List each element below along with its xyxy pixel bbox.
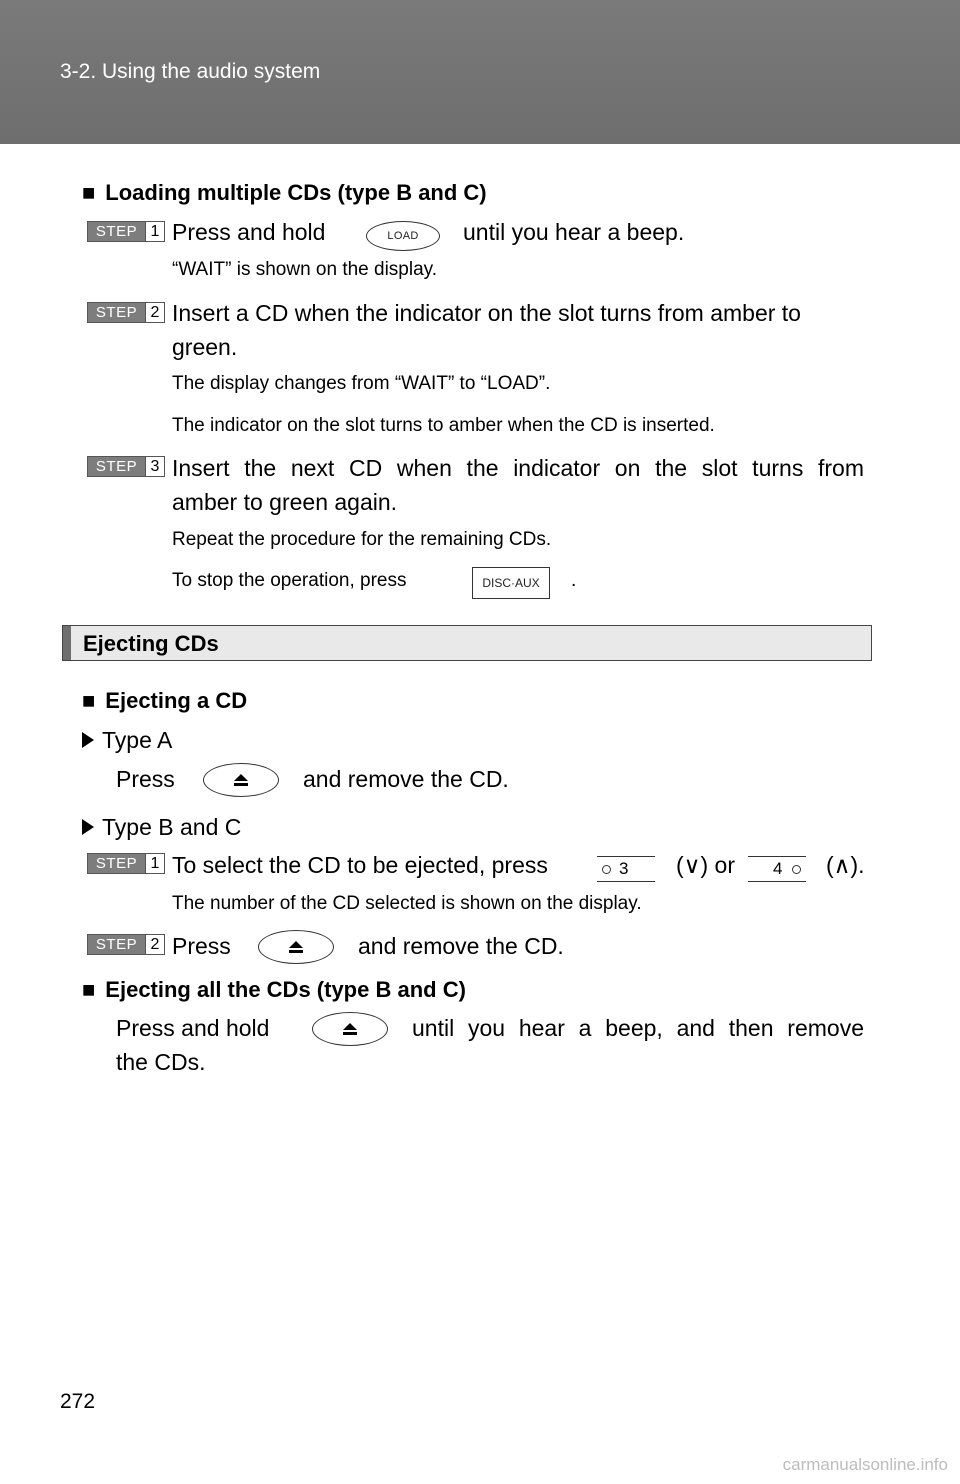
loading-step1-text-pre: Press and hold bbox=[172, 219, 326, 245]
step-badge-1: STEP 1 bbox=[87, 221, 165, 242]
load-button[interactable]: LOAD bbox=[366, 221, 440, 251]
loading-step1-text-post: until you hear a beep. bbox=[463, 219, 685, 245]
eject-button-all[interactable] bbox=[312, 1012, 388, 1046]
ejecting-a-cd-heading: ■ Ejecting a CD bbox=[82, 688, 248, 713]
step-badge-3: STEP 3 bbox=[87, 456, 165, 477]
loading-step3-line1: Insert the next CD when the indicator on the slot turns from bbox=[172, 455, 864, 481]
disc-aux-button[interactable]: DISC·AUX bbox=[472, 567, 550, 599]
loading-step2-line2: green. bbox=[172, 334, 238, 360]
loading-heading: ■ Loading multiple CDs (type B and C) bbox=[82, 180, 487, 205]
loading-step3-note2-pre: To stop the operation, press bbox=[172, 570, 407, 591]
indicator-dot-icon bbox=[792, 865, 801, 874]
eject-step1-text-pre: To select the CD to be ejected, press bbox=[172, 852, 548, 878]
header-title: 3-2. Using the audio system bbox=[60, 60, 321, 83]
section-ejecting bbox=[62, 625, 872, 661]
page-header bbox=[0, 0, 960, 144]
eject-icon bbox=[287, 940, 305, 954]
page-number: 272 bbox=[60, 1390, 96, 1413]
loading-step2-note2: The indicator on the slot turns to amber when the CD is inserted. bbox=[172, 415, 715, 436]
step-badge-2: STEP 2 bbox=[87, 302, 165, 323]
eject-all-text-post: until you hear a beep, and then remove bbox=[412, 1015, 864, 1041]
eject-step1-text-post: (∧). bbox=[826, 852, 865, 878]
indicator-dot-icon bbox=[602, 865, 611, 874]
ejecting-all-heading: ■ Ejecting all the CDs (type B and C) bbox=[82, 977, 466, 1002]
preset-4-button[interactable]: 4 bbox=[748, 856, 806, 882]
footer-watermark: carmanualsonline.info bbox=[782, 1455, 948, 1474]
bullet-triangle-icon bbox=[82, 732, 94, 748]
type-a-text-pre: Press bbox=[116, 766, 175, 792]
eject-step1-note: The number of the CD selected is shown on the display. bbox=[172, 893, 642, 914]
loading-step3-note1: Repeat the procedure for the remaining CDs. bbox=[172, 529, 552, 550]
section-title: Ejecting CDs bbox=[83, 631, 219, 656]
step-badge-eject-1: STEP 1 bbox=[87, 853, 165, 874]
type-bc-label: Type B and C bbox=[82, 814, 241, 841]
preset-3-button[interactable]: 3 bbox=[597, 856, 655, 882]
eject-step2-text-pre: Press bbox=[172, 933, 231, 959]
heading-square-icon: ■ bbox=[82, 977, 96, 1002]
bullet-triangle-icon bbox=[82, 819, 94, 835]
eject-all-text-pre: Press and hold bbox=[116, 1015, 270, 1041]
loading-step2-line1: Insert a CD when the indicator on the slot turns from amber to bbox=[172, 300, 801, 326]
loading-step2-note1: The display changes from “WAIT” to “LOAD”. bbox=[172, 373, 551, 394]
loading-step3-note2-post: . bbox=[571, 570, 577, 591]
eject-step1-text-mid: (∨) or bbox=[676, 852, 735, 878]
eject-icon bbox=[341, 1022, 359, 1036]
eject-step2-text-post: and remove the CD. bbox=[358, 933, 564, 959]
heading-square-icon: ■ bbox=[82, 180, 96, 205]
type-a-label: Type A bbox=[82, 727, 172, 754]
eject-button-step2[interactable] bbox=[258, 930, 334, 964]
step-badge-eject-2: STEP 2 bbox=[87, 934, 165, 955]
eject-button-type-a[interactable] bbox=[203, 763, 279, 797]
heading-square-icon: ■ bbox=[82, 688, 96, 713]
loading-step1-note: “WAIT” is shown on the display. bbox=[172, 259, 438, 280]
type-a-text-post: and remove the CD. bbox=[303, 766, 509, 792]
eject-all-line2: the CDs. bbox=[116, 1049, 206, 1075]
eject-icon bbox=[232, 773, 250, 787]
loading-step3-line2: amber to green again. bbox=[172, 489, 398, 515]
